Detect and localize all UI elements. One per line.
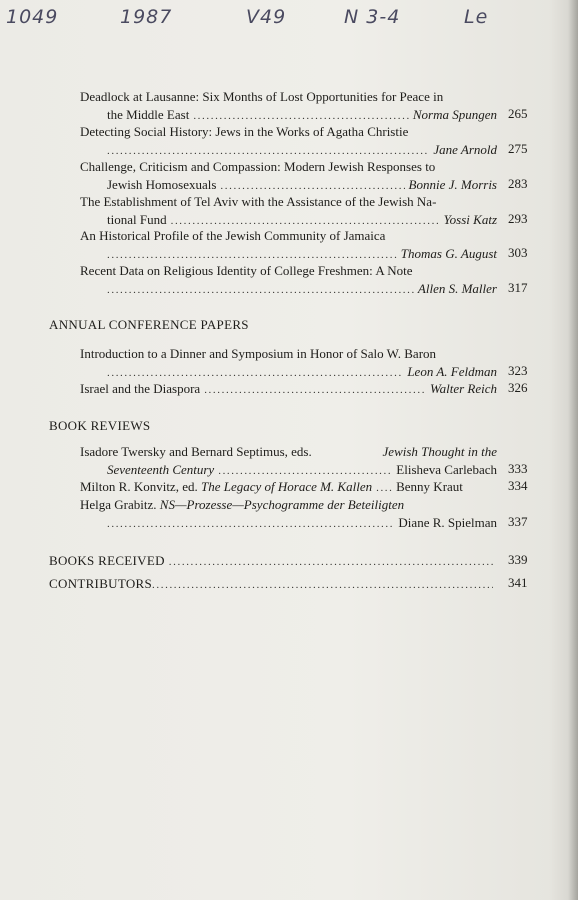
handwritten-note: N 3-4: [344, 6, 401, 28]
book-title: NS—Prozesse—Psychogramme der Beteiligten: [159, 497, 405, 512]
toc-entry: [80, 345, 497, 380]
toc-entry: [80, 123, 497, 158]
entry-author: Thomas G. August: [400, 245, 497, 261]
entry-page-number: 317: [508, 279, 528, 295]
entry-title: Introduction to a Dinner and Symposium in Honor of Salo W. Baron: [80, 346, 437, 361]
reviewer-name: Diane R. Spielman: [398, 514, 497, 530]
section-heading: BOOK REVIEWS: [49, 418, 151, 433]
review-entry: [80, 496, 497, 531]
entry-page-number: 265: [508, 105, 528, 121]
toc-entry: [80, 262, 497, 297]
entry-page-number: 283: [508, 175, 528, 191]
review-entry: [80, 443, 497, 478]
entry-page-number: 337: [508, 513, 528, 529]
book-title: The Legacy of Horace M. Kallen: [200, 479, 373, 494]
review-editors: Helga Grabitz.: [80, 497, 157, 512]
entry-author: Allen S. Maller: [417, 280, 497, 296]
toc-entry: [80, 227, 497, 262]
entry-author: Yossi Katz: [443, 211, 497, 227]
entry-title: An Historical Profile of the Jewish Community of Jamaica: [80, 228, 386, 243]
review-editors: Isadore Twersky and Bernard Septimus, eds.: [80, 444, 312, 459]
dot-leader: [107, 282, 414, 300]
entry-title: Israel and the Diaspora: [80, 381, 201, 396]
page-spine-shadow: [568, 0, 578, 900]
entry-title: the Middle East: [107, 106, 190, 122]
handwritten-note: Le: [464, 6, 489, 28]
entry-page-number: 333: [508, 460, 528, 476]
entry-page-number: 303: [508, 244, 528, 260]
dot-leader: [204, 382, 426, 400]
entry-title: tional Fund: [107, 211, 167, 227]
entry-page-number: 339: [508, 552, 528, 567]
entry-author: Leon A. Feldman: [407, 363, 497, 379]
toc-entry: [80, 88, 497, 123]
toc-entry: [49, 575, 497, 593]
entry-author: Norma Spungen: [412, 106, 497, 122]
review-entry: [80, 478, 497, 496]
dot-leader: [107, 516, 394, 534]
entry-page-number: 341: [508, 575, 528, 590]
entry-title: Jewish Homosexuals: [107, 176, 217, 192]
section-heading: CONTRIBUTORS: [49, 576, 153, 591]
toc-entry: [80, 193, 497, 228]
dot-leader: [376, 480, 392, 498]
section-heading: ANNUAL CONFERENCE PAPERS: [49, 317, 249, 332]
entry-title: The Establishment of Tel Aviv with the Assistance of the Jewish Na-: [80, 194, 437, 209]
entry-page-number: 334: [508, 478, 528, 493]
entry-title: Recent Data on Religious Identity of College Freshmen: A Note: [80, 263, 413, 278]
reviewer-name: Benny Kraut: [396, 479, 463, 494]
entry-page-number: 275: [508, 140, 528, 156]
entry-author: Jane Arnold: [433, 141, 497, 157]
entry-author: Bonnie J. Morris: [408, 176, 497, 192]
book-title: Jewish Thought in the: [382, 444, 497, 459]
entry-page-number: 293: [508, 210, 528, 226]
handwritten-note: V49: [246, 6, 287, 28]
entry-title: Challenge, Criticism and Compassion: Modern Jewish Responses to: [80, 159, 436, 174]
toc-entry: [49, 552, 497, 570]
toc-entry: [80, 158, 497, 193]
entry-author: Walter Reich: [429, 381, 497, 396]
section-heading: BOOKS RECEIVED: [49, 553, 165, 568]
handwritten-note: 1049: [6, 6, 59, 28]
toc-entry: [80, 380, 497, 398]
handwritten-annotation: [6, 6, 566, 36]
dot-leader: [169, 554, 493, 572]
entry-page-number: 326: [508, 380, 528, 395]
entry-page-number: 323: [508, 362, 528, 378]
reviewer-name: Elisheva Carlebach: [396, 461, 497, 477]
handwritten-note: 1987: [120, 6, 173, 28]
book-title: Seventeenth Century: [107, 461, 215, 477]
dot-leader: [152, 577, 493, 595]
entry-title: Detecting Social History: Jews in the Works of Agatha Christie: [80, 124, 409, 139]
entry-title: Deadlock at Lausanne: Six Months of Lost Opportunities for Peace in: [80, 89, 444, 104]
review-editors: Milton R. Konvitz, ed.: [80, 479, 198, 494]
